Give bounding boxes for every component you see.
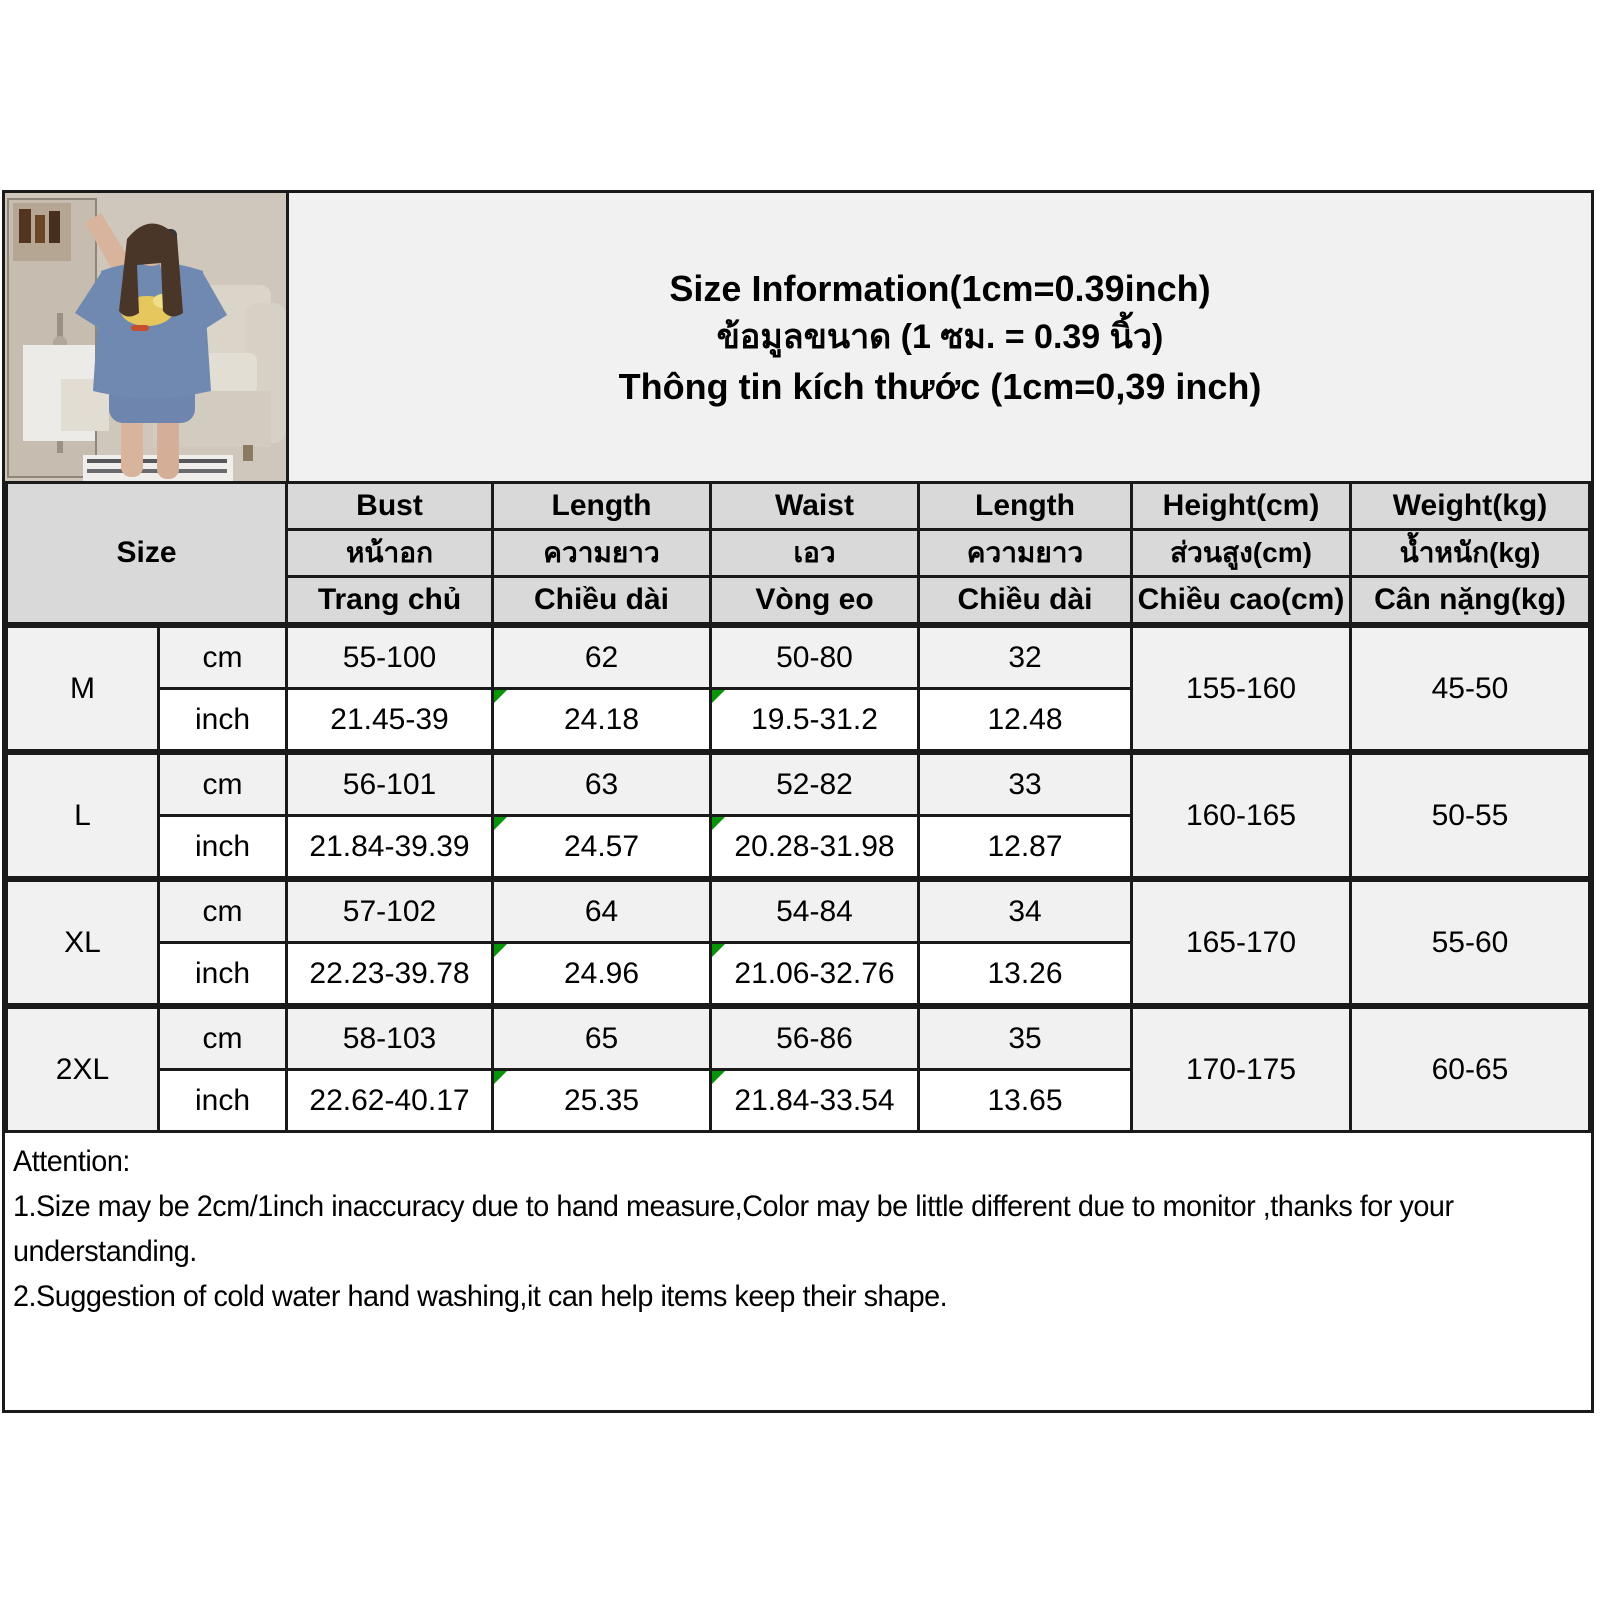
cell-l-waist-inch: 20.28-31.98 bbox=[711, 816, 919, 880]
col-header-weight-en: Weight(kg) bbox=[1351, 483, 1590, 530]
unit-label-cm: cm bbox=[159, 625, 287, 689]
title-english: Size Information(1cm=0.39inch) bbox=[669, 267, 1211, 309]
cell-xl-length2-cm: 34 bbox=[919, 879, 1132, 943]
size-label-2xl: 2XL bbox=[7, 1006, 159, 1132]
cell-l-length-cm: 63 bbox=[493, 752, 711, 816]
cell-2xl-waist-cm: 56-86 bbox=[711, 1006, 919, 1070]
col-header-length2-en: Length bbox=[919, 483, 1132, 530]
col-header-bust-vi: Trang chủ bbox=[287, 577, 493, 626]
cell-xl-height: 165-170 bbox=[1132, 879, 1351, 1006]
col-header-length-th: ความยาว bbox=[493, 530, 711, 577]
cell-l-height: 160-165 bbox=[1132, 752, 1351, 879]
cell-2xl-height: 170-175 bbox=[1132, 1006, 1351, 1132]
cell-m-length-cm: 62 bbox=[493, 625, 711, 689]
col-header-waist-vi: Vòng eo bbox=[711, 577, 919, 626]
cell-m-height: 155-160 bbox=[1132, 625, 1351, 752]
top-section bbox=[5, 193, 1591, 481]
col-header-bust-th: หน้าอก bbox=[287, 530, 493, 577]
cell-m-weight: 45-50 bbox=[1351, 625, 1590, 752]
unit-label-cm: cm bbox=[159, 1006, 287, 1070]
size-label-l: L bbox=[7, 752, 159, 879]
unit-label-cm: cm bbox=[159, 752, 287, 816]
col-header-waist-th: เอว bbox=[711, 530, 919, 577]
cell-2xl-length2-inch: 13.65 bbox=[919, 1070, 1132, 1132]
col-header-length-en: Length bbox=[493, 483, 711, 530]
size-header-cell: Size bbox=[7, 483, 287, 626]
cell-xl-waist-cm: 54-84 bbox=[711, 879, 919, 943]
row-xl-cm bbox=[7, 879, 1590, 943]
row-l-cm bbox=[7, 752, 1590, 816]
cell-m-length2-cm: 32 bbox=[919, 625, 1132, 689]
col-header-height-en: Height(cm) bbox=[1132, 483, 1351, 530]
cell-2xl-length-cm: 65 bbox=[493, 1006, 711, 1070]
col-header-length2-th: ความยาว bbox=[919, 530, 1132, 577]
cell-2xl-bust-inch: 22.62-40.17 bbox=[287, 1070, 493, 1132]
cell-xl-length-inch: 24.96 bbox=[493, 943, 711, 1007]
unit-label-inch: inch bbox=[159, 689, 287, 753]
cell-m-bust-inch: 21.45-39 bbox=[287, 689, 493, 753]
size-label-m: M bbox=[7, 625, 159, 752]
cell-xl-bust-inch: 22.23-39.78 bbox=[287, 943, 493, 1007]
cell-l-length2-cm: 33 bbox=[919, 752, 1132, 816]
cell-2xl-waist-inch: 21.84-33.54 bbox=[711, 1070, 919, 1132]
attention-note-2: 2.Suggestion of cold water hand washing,it can help items keep their shape. bbox=[13, 1280, 948, 1313]
cell-l-bust-cm: 56-101 bbox=[287, 752, 493, 816]
size-chart-sheet bbox=[2, 190, 1594, 1413]
unit-label-cm: cm bbox=[159, 879, 287, 943]
title-box bbox=[289, 193, 1591, 481]
title-vietnamese: Thông tin kích thước (1cm=0,39 inch) bbox=[618, 365, 1262, 407]
cell-l-length2-inch: 12.87 bbox=[919, 816, 1132, 880]
unit-label-inch: inch bbox=[159, 1070, 287, 1132]
cell-2xl-length2-cm: 35 bbox=[919, 1006, 1132, 1070]
cell-xl-length2-inch: 13.26 bbox=[919, 943, 1132, 1007]
unit-label-inch: inch bbox=[159, 943, 287, 1007]
row-2xl-cm bbox=[7, 1006, 1590, 1070]
cell-l-length-inch: 24.57 bbox=[493, 816, 711, 880]
col-header-weight-th: น้ำหนัก(kg) bbox=[1351, 530, 1590, 577]
cell-xl-length-cm: 64 bbox=[493, 879, 711, 943]
cell-2xl-length-inch: 25.35 bbox=[493, 1070, 711, 1132]
attention-note-1: 1.Size may be 2cm/1inch inaccuracy due to hand measure,Color may be little different due to monitor ,thanks for your understanding. bbox=[13, 1190, 1454, 1268]
col-header-bust-en: Bust bbox=[287, 483, 493, 530]
col-header-height-vi: Chiều cao(cm) bbox=[1132, 577, 1351, 626]
product-photo-illustration bbox=[5, 193, 286, 481]
product-photo bbox=[5, 193, 289, 481]
size-label-xl: XL bbox=[7, 879, 159, 1006]
unit-label-inch: inch bbox=[159, 816, 287, 880]
size-table bbox=[5, 481, 1591, 1133]
cell-m-waist-cm: 50-80 bbox=[711, 625, 919, 689]
col-header-height-th: ส่วนสูง(cm) bbox=[1132, 530, 1351, 577]
cell-xl-weight: 55-60 bbox=[1351, 879, 1590, 1006]
attention-title: Attention: bbox=[13, 1145, 130, 1178]
col-header-waist-en: Waist bbox=[711, 483, 919, 530]
cell-m-bust-cm: 55-100 bbox=[287, 625, 493, 689]
col-header-length2-vi: Chiều dài bbox=[919, 577, 1132, 626]
cell-xl-bust-cm: 57-102 bbox=[287, 879, 493, 943]
cell-2xl-weight: 60-65 bbox=[1351, 1006, 1590, 1132]
header-row-english bbox=[7, 483, 1590, 530]
col-header-length-vi: Chiều dài bbox=[493, 577, 711, 626]
row-m-cm bbox=[7, 625, 1590, 689]
cell-l-bust-inch: 21.84-39.39 bbox=[287, 816, 493, 880]
title-thai: ข้อมูลขนาด (1 ซม. = 0.39 นิ้ว) bbox=[716, 317, 1164, 356]
cell-m-waist-inch: 19.5-31.2 bbox=[711, 689, 919, 753]
cell-xl-waist-inch: 21.06-32.76 bbox=[711, 943, 919, 1007]
cell-m-length-inch: 24.18 bbox=[493, 689, 711, 753]
cell-l-waist-cm: 52-82 bbox=[711, 752, 919, 816]
cell-l-weight: 50-55 bbox=[1351, 752, 1590, 879]
cell-2xl-bust-cm: 58-103 bbox=[287, 1006, 493, 1070]
col-header-weight-vi: Cân nặng(kg) bbox=[1351, 577, 1590, 626]
cell-m-length2-inch: 12.48 bbox=[919, 689, 1132, 753]
attention-section bbox=[5, 1133, 1591, 1410]
